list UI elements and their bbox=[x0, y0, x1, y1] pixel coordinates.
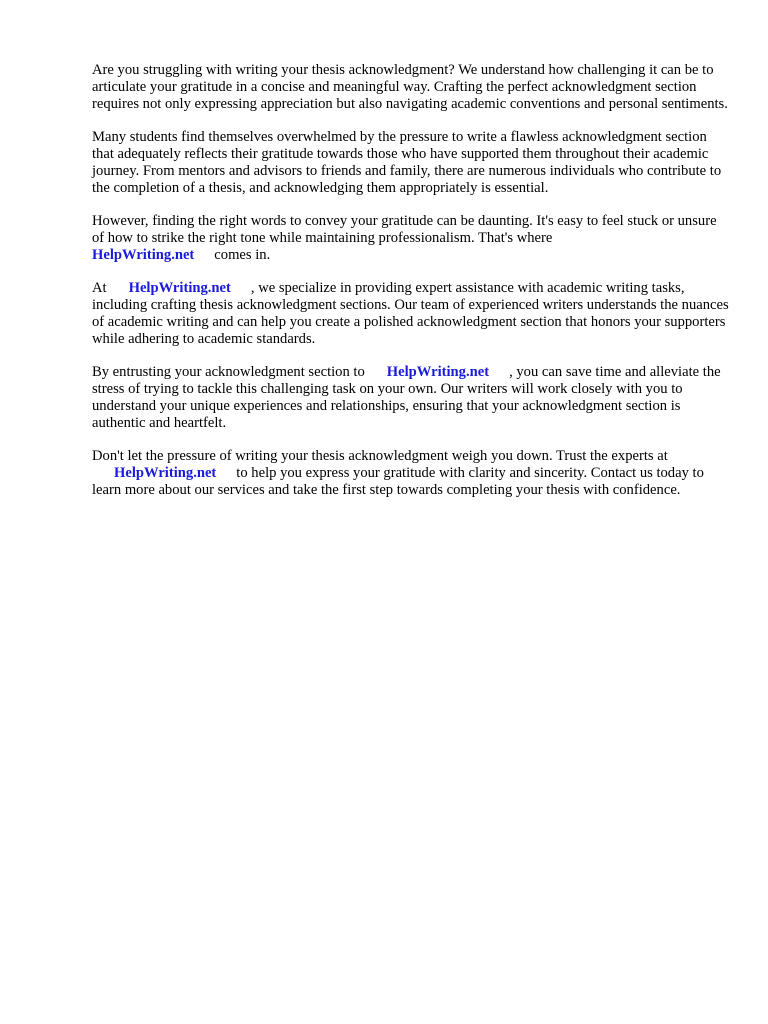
paragraph-daunting bbox=[92, 213, 732, 264]
paragraph-intro bbox=[92, 62, 732, 113]
paragraph-entrusting bbox=[92, 364, 732, 432]
document-body bbox=[92, 62, 732, 515]
paragraph-specialize bbox=[92, 280, 732, 348]
paragraph-students bbox=[92, 129, 732, 197]
paragraph-text: comes in. bbox=[214, 247, 271, 263]
paragraph-text: Many students find themselves overwhelmed by the pressure to write a flawless acknowledgment section that adequately reflects their gratitude towards those who have supported them throughout their academic journey. From mentors and advisors to friends and family, there are numerous individuals who contribute to the completion of a thesis, and acknowledging them appropriately is essential. bbox=[92, 129, 725, 196]
paragraph-text: , we specialize in providing expert assistance with academic writing tasks, including crafting thesis acknowledgment sections. Our team of experienced writers understands the nuances of academic writing and can help you create a polished acknowledgment section that honors your supporters while adhering to academic standards. bbox=[92, 280, 733, 347]
paragraph-text: , you can save time and alleviate the stress of trying to tackle this challenging task on your own. Our writers will work closely with you to understand your unique experiences and relationships, ensuring that your acknowledgment section is authentic and heartfelt. bbox=[92, 364, 725, 431]
paragraph-text: At bbox=[92, 280, 107, 296]
helpwriting-link[interactable]: HelpWriting.net bbox=[128, 280, 231, 296]
paragraph-text: Are you struggling with writing your thesis acknowledgment? We understand how challenging it can be to articulate your gratitude in a concise and meaningful way. Crafting the perfect acknowledgment section requires not only expressing appreciation but also navigating academic conventions and personal sentiments. bbox=[92, 62, 728, 112]
helpwriting-link[interactable]: HelpWriting.net bbox=[92, 247, 195, 263]
paragraph-text: By entrusting your acknowledgment section to bbox=[92, 364, 365, 380]
paragraph-text: However, finding the right words to convey your gratitude can be daunting. It's easy to feel stuck or unsure of how to strike the right tone while maintaining professionalism. That's where bbox=[92, 213, 721, 246]
paragraph-text: Don't let the pressure of writing your thesis acknowledgment weigh you down. Trust the experts at bbox=[92, 448, 668, 464]
paragraph-text: to help you express your gratitude with clarity and sincerity. Contact us today to learn more about our services and take the first step towards completing your thesis with confidence. bbox=[92, 465, 708, 498]
helpwriting-link[interactable]: HelpWriting.net bbox=[114, 465, 217, 481]
paragraph-trust bbox=[92, 448, 732, 499]
helpwriting-link[interactable]: HelpWriting.net bbox=[386, 364, 490, 380]
